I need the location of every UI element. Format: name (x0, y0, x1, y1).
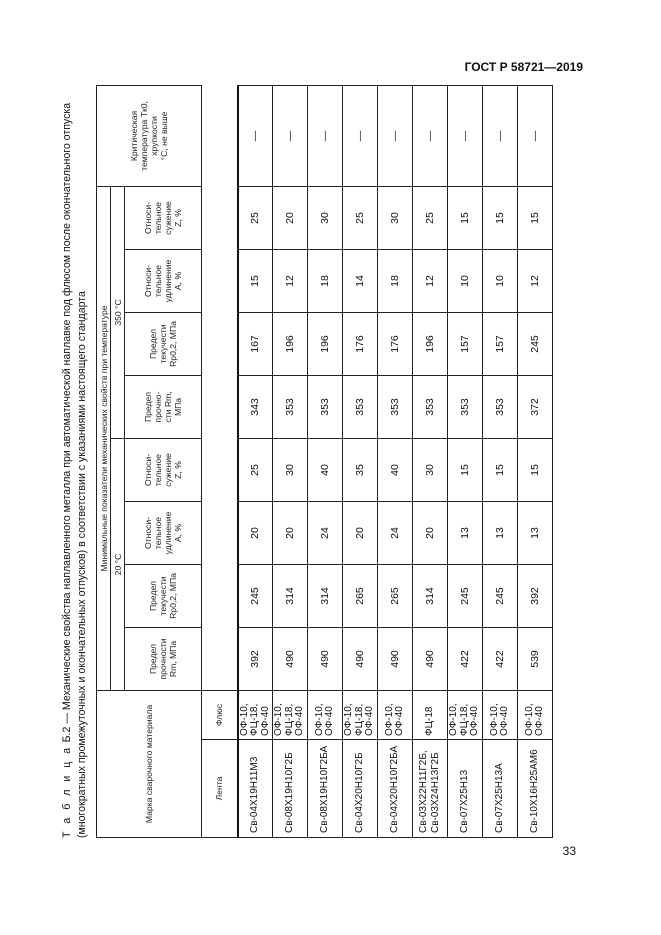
cell-rp350: 176 (378, 312, 413, 375)
header-strip: Лента (202, 740, 238, 838)
cell-strip-grade: Св-08Х19Н10Г2БА (308, 740, 343, 838)
table-row (483, 85, 518, 837)
cell-rm350: 343 (238, 375, 273, 438)
cell-rm350: 353 (413, 375, 448, 438)
cell-z20: 35 (343, 438, 378, 501)
cell-strip-grade: Св-04Х20Н10Г2БА (378, 740, 413, 838)
cell-a20: 20 (238, 501, 273, 564)
cell-a20: 13 (483, 501, 518, 564)
cell-z350: 25 (413, 186, 448, 249)
cell-flux: ОФ-10, ФЦ-18, ОФ-40 (273, 690, 308, 739)
mechanical-properties-table (96, 85, 553, 838)
header-min-properties: Минимальные показатели механических свойств при температуре (97, 186, 111, 690)
cell-tk: — (483, 85, 518, 186)
cell-strip-grade: Св-08Х19Н10Г2Б (273, 740, 308, 838)
cell-rm350: 353 (483, 375, 518, 438)
cell-flux: ОФ-10, ФЦ-18, ОФ-40 (238, 690, 273, 739)
cell-rm20: 539 (518, 627, 553, 690)
cell-flux: ОФ-10, ФЦ-18, ОФ-40 (343, 690, 378, 739)
header-reduction-350: Относи- тельное сужение Z, % (125, 186, 202, 249)
cell-rp20: 314 (273, 564, 308, 627)
cell-strip-grade: Св-03Х22Н11Г2Б, Св-03Х24Н13Г2Б (413, 740, 448, 838)
header-spacer (202, 85, 238, 690)
cell-z20: 40 (308, 438, 343, 501)
cell-strip-grade: Св-10Х16Н25АМ6 (518, 740, 553, 838)
cell-rp20: 245 (483, 564, 518, 627)
header-flux: Флюс (202, 690, 238, 739)
cell-a20: 20 (413, 501, 448, 564)
cell-a350: 12 (273, 249, 308, 312)
cell-flux: ОФ-10, ОФ-40 (483, 690, 518, 739)
header-temp-20: 20 °С (111, 438, 125, 690)
rotated-table-block (60, 86, 593, 838)
cell-rm20: 392 (238, 627, 273, 690)
cell-rm350: 372 (518, 375, 553, 438)
cell-a350: 10 (483, 249, 518, 312)
cell-z20: 15 (448, 438, 483, 501)
cell-z350: 15 (518, 186, 553, 249)
cell-rm20: 490 (273, 627, 308, 690)
cell-rm350: 353 (448, 375, 483, 438)
cell-z20: 30 (413, 438, 448, 501)
cell-z350: 30 (378, 186, 413, 249)
table-row (238, 85, 273, 837)
cell-tk: — (308, 85, 343, 186)
cell-rm20: 490 (343, 627, 378, 690)
cell-z350: 25 (343, 186, 378, 249)
cell-flux: ОФ-10, ОФ-40 (378, 690, 413, 739)
cell-z350: 15 (448, 186, 483, 249)
document-standard-header: ГОСТ Р 58721—2019 (464, 60, 583, 74)
cell-rp20: 265 (343, 564, 378, 627)
cell-a20: 13 (518, 501, 553, 564)
cell-rm20: 422 (483, 627, 518, 690)
cell-rm20: 490 (413, 627, 448, 690)
cell-tk: — (273, 85, 308, 186)
cell-flux: ОФ-10, ОФ-40 (518, 690, 553, 739)
cell-flux: ФЦ-18 (413, 690, 448, 739)
cell-z350: 15 (483, 186, 518, 249)
cell-a20: 20 (273, 501, 308, 564)
cell-rp20: 314 (413, 564, 448, 627)
table-row (308, 85, 343, 837)
cell-z350: 25 (238, 186, 273, 249)
cell-a20: 20 (343, 501, 378, 564)
table-row (518, 85, 553, 837)
header-ultimate-strength-20: Предел прочности Rm, МПа (125, 627, 202, 690)
cell-rp350: 245 (518, 312, 553, 375)
cell-rm350: 353 (308, 375, 343, 438)
header-critical-temperature: Критическая температура Tк0, хрупкости °С, не выше (97, 85, 202, 186)
table-caption-label: Т а б л и ц а (61, 745, 73, 838)
cell-a350: 15 (238, 249, 273, 312)
cell-a20: 13 (448, 501, 483, 564)
cell-rm20: 422 (448, 627, 483, 690)
cell-a350: 18 (378, 249, 413, 312)
table-row (343, 85, 378, 837)
header-temp-350: 350 °С (111, 186, 125, 438)
header-yield-strength-20: Предел текучести Rp0,2, МПа (125, 564, 202, 627)
cell-tk: — (448, 85, 483, 186)
cell-a20: 24 (308, 501, 343, 564)
header-elongation-350: Относи- тельное удлинение A, % (125, 249, 202, 312)
cell-z20: 15 (518, 438, 553, 501)
cell-tk: — (238, 85, 273, 186)
table-body (238, 85, 553, 837)
cell-a20: 24 (378, 501, 413, 564)
cell-rp350: 176 (343, 312, 378, 375)
cell-strip-grade: Св-07Х25Н13 (448, 740, 483, 838)
cell-rp350: 196 (308, 312, 343, 375)
cell-a350: 12 (413, 249, 448, 312)
cell-rm20: 490 (308, 627, 343, 690)
table-row (378, 85, 413, 837)
cell-rm20: 490 (378, 627, 413, 690)
cell-a350: 12 (518, 249, 553, 312)
header-welding-material: Марка сварочного материала (97, 690, 202, 837)
cell-rp350: 196 (273, 312, 308, 375)
cell-a350: 14 (343, 249, 378, 312)
cell-a350: 18 (308, 249, 343, 312)
cell-flux: ОФ-10, ОФ-40 (308, 690, 343, 739)
cell-rp20: 314 (308, 564, 343, 627)
cell-rp20: 245 (448, 564, 483, 627)
cell-z20: 25 (238, 438, 273, 501)
cell-rp350: 196 (413, 312, 448, 375)
cell-tk: — (343, 85, 378, 186)
cell-rp20: 392 (518, 564, 553, 627)
cell-strip-grade: Св-07Х25Н13А (483, 740, 518, 838)
header-ultimate-strength-350: Предел прочно- сти Rm, МПа (125, 375, 202, 438)
cell-rm350: 353 (378, 375, 413, 438)
cell-rp350: 157 (483, 312, 518, 375)
cell-a350: 10 (448, 249, 483, 312)
table-row (448, 85, 483, 837)
cell-rm350: 353 (273, 375, 308, 438)
page-number: 33 (562, 844, 576, 858)
cell-z20: 30 (273, 438, 308, 501)
cell-strip-grade: Св-04Х20Н10Г2Б (343, 740, 378, 838)
cell-rp350: 167 (238, 312, 273, 375)
cell-tk: — (378, 85, 413, 186)
cell-rp20: 245 (238, 564, 273, 627)
cell-rp20: 265 (378, 564, 413, 627)
cell-z20: 15 (483, 438, 518, 501)
cell-z20: 40 (378, 438, 413, 501)
header-yield-strength-350: Предел текучести Rp0,2, МПа (125, 312, 202, 375)
cell-z350: 30 (308, 186, 343, 249)
cell-tk: — (518, 85, 553, 186)
cell-rp350: 157 (448, 312, 483, 375)
cell-z350: 20 (273, 186, 308, 249)
table-row (413, 85, 448, 837)
cell-tk: — (413, 85, 448, 186)
table-row (273, 85, 308, 837)
cell-rm350: 353 (343, 375, 378, 438)
header-elongation-20: Относи- тельное удлинение A, % (125, 501, 202, 564)
table-caption-text: Б.2 — Механические свойства наплавленного металла при автоматической наплавке под флюсом после окончательного отпуска (многократных промежуточных и окончательных отпусков) в соответствии с указаниями настоящего стандарта (61, 102, 88, 838)
cell-strip-grade: Св-04Х19Н11М3 (238, 740, 273, 838)
header-reduction-20: Относи- тельное сужение Z, % (125, 438, 202, 501)
table-caption (60, 86, 90, 838)
cell-flux: ОФ-10, ФЦ-18, ОФ-40 (448, 690, 483, 739)
